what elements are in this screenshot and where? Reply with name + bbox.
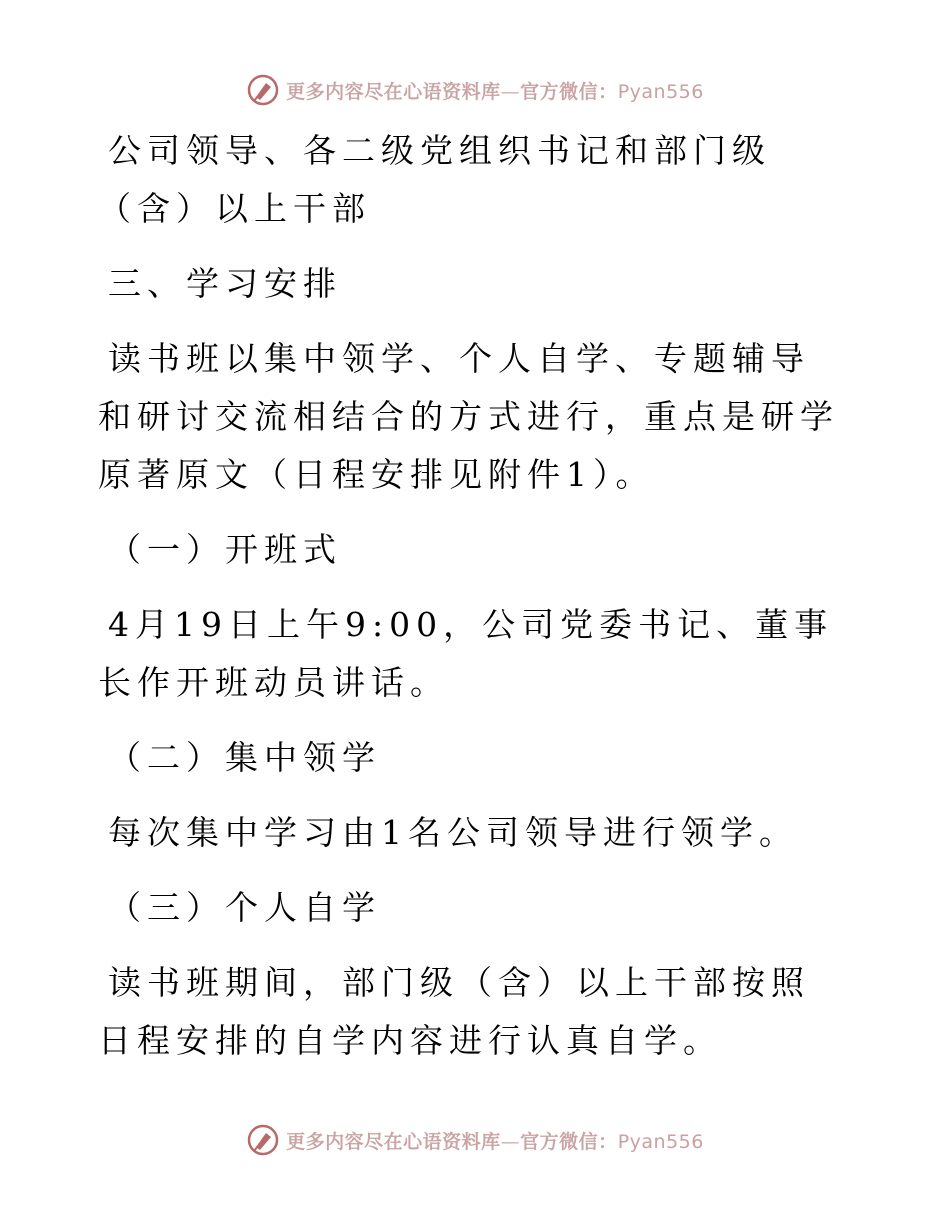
watermark-channel: 官方微信：	[520, 80, 618, 103]
watermark-main: 更多内容尽在心语资料库	[286, 1130, 501, 1153]
paragraph-group-study: 每次集中学习由1名公司领导进行领学。	[108, 813, 798, 852]
heading-self-study: （三）个人自学	[108, 888, 381, 927]
paragraph-participants: 公司领导、各二级党组织书记和部门级（含）以上干部	[98, 131, 771, 228]
paragraph-opening-ceremony: 4月19日上午9:00，公司党委书记、董事长作开班动员讲话。	[98, 605, 834, 702]
watermark-id: Pyan556	[617, 80, 704, 103]
watermark-id: Pyan556	[617, 1130, 704, 1153]
document-body	[98, 122, 848, 1087]
watermark-dash: —	[500, 80, 521, 103]
heading-study-arrangement: 三、学习安排	[108, 264, 342, 303]
watermark-dash: —	[500, 1130, 521, 1153]
heading-opening-ceremony: （一）开班式	[108, 530, 342, 569]
watermark-text	[286, 1127, 704, 1154]
heading-group-study: （二）集中领学	[108, 738, 381, 777]
paragraph-self-study: 读书班期间，部门级（含）以上干部按照日程安排的自学内容进行认真自学。	[98, 963, 810, 1060]
footer-watermark	[0, 1120, 950, 1160]
paragraph-study-method: 读书班以集中领学、个人自学、专题辅导和研讨交流相结合的方式进行，重点是研学原著原文（日程安排见附件1）。	[98, 339, 839, 494]
watermark-main: 更多内容尽在心语资料库	[286, 80, 501, 103]
watermark-text	[286, 77, 704, 104]
pen-nib-circle-icon	[246, 1123, 280, 1157]
watermark-channel: 官方微信：	[520, 1130, 618, 1153]
pen-nib-circle-icon	[246, 73, 280, 107]
header-watermark	[0, 70, 950, 110]
